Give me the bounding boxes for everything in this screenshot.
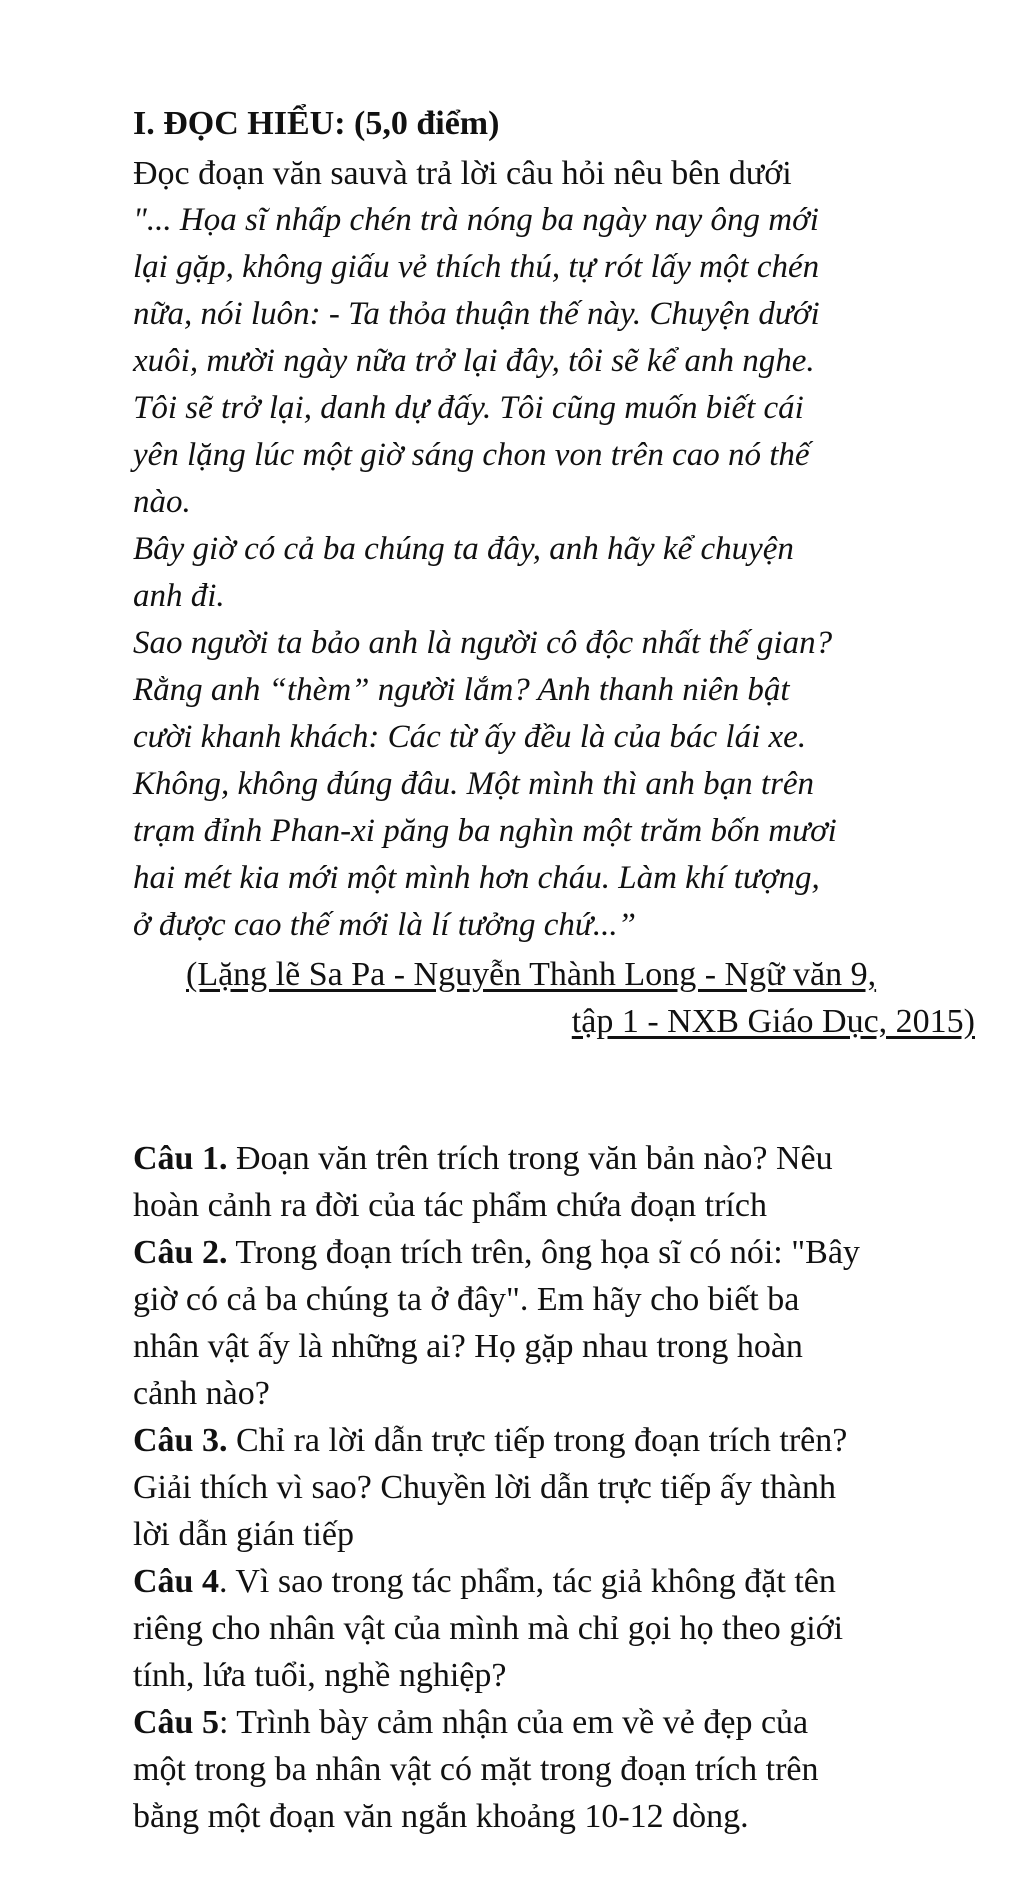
question-line: lời dẫn gián tiếp [133,1516,354,1553]
question-line: tính, lứa tuổi, nghề nghiệp? [133,1657,507,1694]
passage-line: Bây giờ có cả ba chúng ta đây, anh hãy kể chuyện [133,531,794,567]
question-label: Câu 1. [133,1140,228,1177]
question-line [133,1229,993,1276]
question-label: Câu 2. [133,1234,228,1271]
question-line: giờ có cả ba chúng ta ở đây". Em hãy cho biết ba [133,1281,800,1318]
passage-line: nữa, nói luôn: - Ta thỏa thuận thế này. Chuyện dưới [133,296,820,332]
passage-line: nào. [133,484,191,520]
passage-line: cười khanh khách: Các từ ấy đều là của bác lái xe. [133,719,807,755]
passage-line: Tôi sẽ trở lại, danh dự đấy. Tôi cũng muốn biết cái [133,390,804,426]
section-heading: I. ĐỌC HIỂU: (5,0 điểm) [133,105,500,142]
question-2 [133,1229,993,1417]
question-text: Đoạn văn trên trích trong văn bản nào? Nêu [227,1140,833,1177]
source-citation [133,951,993,1045]
passage-line: yên lặng lúc một giờ sáng chon von trên cao nó thế [133,437,810,473]
passage-line: ở được cao thế mới là lí tưởng chứ...” [133,907,636,943]
source-line: (Lặng lẽ Sa Pa - Nguyễn Thành Long - Ngữ văn 9, [186,956,877,993]
question-1 [133,1135,993,1229]
question-5 [133,1699,993,1840]
passage-line: Rằng anh “thèm” người lắm? Anh thanh niên bật [133,672,790,708]
instruction-text: Đọc đoạn văn sauvà trả lời câu hỏi nêu bên dưới [133,155,792,192]
excerpt-passage [133,197,993,949]
passage-line: hai mét kia mới một mình hơn cháu. Làm khí tượng, [133,860,820,896]
question-text: Trong đoạn trích trên, ông họa sĩ có nói: "Bây [227,1234,860,1271]
question-line: nhân vật ấy là những ai? Họ gặp nhau trong hoàn [133,1328,803,1365]
question-line: bằng một đoạn văn ngắn khoảng 10-12 dòng. [133,1798,749,1835]
passage-line: lại gặp, không giấu vẻ thích thú, tự rót lấy một chén [133,249,820,285]
question-label: Câu 3. [133,1422,228,1459]
passage-line: Sao người ta bảo anh là người cô độc nhất thế gian? [133,625,833,661]
question-label: Câu 4 [133,1563,219,1600]
question-text: : Trình bày cảm nhận của em về vẻ đẹp của [218,1704,809,1741]
passage-line: trạm đỉnh Phan-xi păng ba nghìn một trăm bốn mươi [133,813,837,849]
question-line [133,1417,993,1464]
question-line: một trong ba nhân vật có mặt trong đoạn trích trên [133,1751,819,1788]
question-line: riêng cho nhân vật của mình mà chỉ gọi họ theo giới [133,1610,844,1647]
question-text: Chỉ ra lời dẫn trực tiếp trong đoạn trích trên? [227,1422,848,1459]
question-3 [133,1417,993,1558]
question-4 [133,1558,993,1699]
question-list [133,1135,993,1840]
question-line [133,1558,993,1605]
question-text: . Vì sao trong tác phẩm, tác giả không đặt tên [218,1563,836,1600]
question-line [133,1699,993,1746]
passage-line: anh đi. [133,578,225,614]
question-line: cảnh nào? [133,1375,270,1412]
passage-line: Không, không đúng đâu. Một mình thì anh bạn trên [133,766,815,802]
question-line: hoàn cảnh ra đời của tác phẩm chứa đoạn trích [133,1187,767,1224]
question-label: Câu 5 [133,1704,219,1741]
question-line [133,1135,993,1182]
question-line: Giải thích vì sao? Chuyền lời dẫn trực tiếp ấy thành [133,1469,837,1506]
passage-line: xuôi, mười ngày nữa trở lại đây, tôi sẽ kể anh nghe. [133,343,815,379]
source-line: tập 1 - NXB Giáo Dục, 2015) [571,1003,975,1040]
passage-line: "... Họa sĩ nhấp chén trà nóng ba ngày nay ông mới [133,202,819,238]
document-page [133,100,993,1840]
